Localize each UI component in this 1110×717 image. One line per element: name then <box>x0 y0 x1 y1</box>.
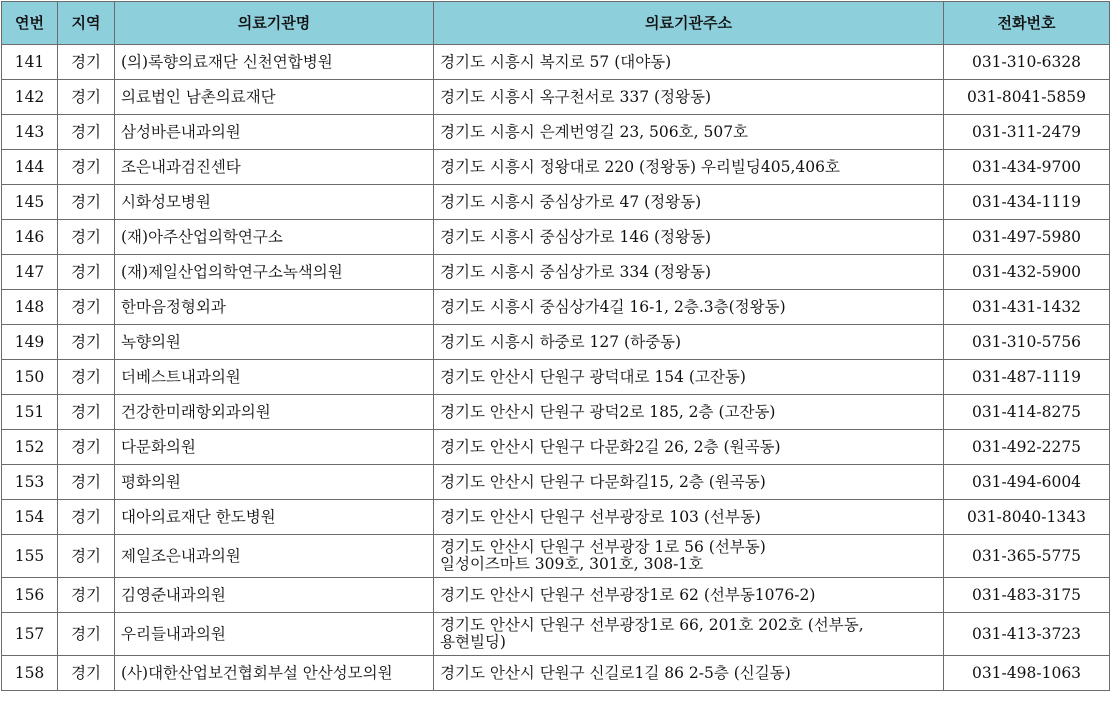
row-region: 경기 <box>58 656 115 691</box>
address-line-1: 경기도 안산시 단원구 선부광장 1로 56 (선부동) <box>440 538 766 556</box>
row-name: 시화성모병원 <box>115 185 434 220</box>
row-region: 경기 <box>58 395 115 430</box>
row-name: (의)록향의료재단 신천연합병원 <box>115 45 434 80</box>
table-row <box>2 325 1110 360</box>
row-region: 경기 <box>58 500 115 535</box>
table-row <box>2 290 1110 325</box>
row-name: (사)대한산업보건협회부설 안산성모의원 <box>115 656 434 691</box>
table-row <box>2 465 1110 500</box>
row-name: 의료법인 남촌의료재단 <box>115 80 434 115</box>
row-no: 143 <box>2 115 58 150</box>
row-no: 156 <box>2 578 58 613</box>
row-phone: 031-487-1119 <box>944 360 1110 395</box>
institution-table <box>1 1 1110 691</box>
row-phone: 031-311-2479 <box>944 115 1110 150</box>
table-row <box>2 360 1110 395</box>
row-address: 경기도 안산시 단원구 선부광장로 103 (선부동) <box>434 500 944 535</box>
row-region: 경기 <box>58 115 115 150</box>
row-phone: 031-310-6328 <box>944 45 1110 80</box>
row-name: 평화의원 <box>115 465 434 500</box>
row-address: 경기도 안산시 단원구 다문화길15, 2층 (원곡동) <box>434 465 944 500</box>
row-region: 경기 <box>58 465 115 500</box>
row-phone: 031-365-5775 <box>944 535 1110 578</box>
row-region: 경기 <box>58 255 115 290</box>
row-phone: 031-492-2275 <box>944 430 1110 465</box>
row-region: 경기 <box>58 290 115 325</box>
header-no: 연번 <box>2 2 58 45</box>
row-address: 경기도 안산시 단원구 광덕대로 154 (고잔동) <box>434 360 944 395</box>
row-name: 대아의료재단 한도병원 <box>115 500 434 535</box>
row-region: 경기 <box>58 578 115 613</box>
row-no: 154 <box>2 500 58 535</box>
header-region: 지역 <box>58 2 115 45</box>
row-name: 더베스트내과의원 <box>115 360 434 395</box>
row-name: (재)제일산업의학연구소녹색의원 <box>115 255 434 290</box>
row-region: 경기 <box>58 45 115 80</box>
row-region: 경기 <box>58 360 115 395</box>
table-row <box>2 500 1110 535</box>
row-address: 경기도 시흥시 은계번영길 23, 506호, 507호 <box>434 115 944 150</box>
row-no: 146 <box>2 220 58 255</box>
row-region: 경기 <box>58 80 115 115</box>
row-phone: 031-497-5980 <box>944 220 1110 255</box>
header-phone: 전화번호 <box>944 2 1110 45</box>
row-address: 경기도 안산시 단원구 다문화2길 26, 2층 (원곡동) <box>434 430 944 465</box>
row-phone: 031-8040-1343 <box>944 500 1110 535</box>
row-address: 경기도 안산시 단원구 신길로1길 86 2-5층 (신길동) <box>434 656 944 691</box>
row-address: 경기도 시흥시 중심상가로 334 (정왕동) <box>434 255 944 290</box>
row-region: 경기 <box>58 150 115 185</box>
row-phone: 031-434-9700 <box>944 150 1110 185</box>
address-line-2: 용현빌딩) <box>440 633 506 651</box>
row-no: 145 <box>2 185 58 220</box>
table-row <box>2 430 1110 465</box>
table-row <box>2 220 1110 255</box>
row-name: 건강한미래항외과의원 <box>115 395 434 430</box>
row-phone: 031-434-1119 <box>944 185 1110 220</box>
row-phone: 031-8041-5859 <box>944 80 1110 115</box>
row-address: 경기도 시흥시 옥구천서로 337 (정왕동) <box>434 80 944 115</box>
row-address: 경기도 시흥시 중심상가로 47 (정왕동) <box>434 185 944 220</box>
address-line-2: 일성이즈마트 309호, 301호, 308-1호 <box>440 555 704 573</box>
table-row <box>2 80 1110 115</box>
row-name: 김영준내과의원 <box>115 578 434 613</box>
row-no: 158 <box>2 656 58 691</box>
table-row <box>2 255 1110 290</box>
row-no: 155 <box>2 535 58 578</box>
table-header-row <box>2 2 1110 45</box>
row-phone: 031-494-6004 <box>944 465 1110 500</box>
row-region: 경기 <box>58 325 115 360</box>
table-row <box>2 656 1110 691</box>
row-no: 149 <box>2 325 58 360</box>
row-region: 경기 <box>58 185 115 220</box>
row-region: 경기 <box>58 430 115 465</box>
row-name: 한마음정형외과 <box>115 290 434 325</box>
row-no: 157 <box>2 613 58 656</box>
row-phone: 031-310-5756 <box>944 325 1110 360</box>
header-name: 의료기관명 <box>115 2 434 45</box>
table-row <box>2 613 1110 656</box>
row-address: 경기도 시흥시 복지로 57 (대야동) <box>434 45 944 80</box>
row-address: 경기도 안산시 단원구 광덕2로 185, 2층 (고잔동) <box>434 395 944 430</box>
table-row <box>2 45 1110 80</box>
row-address <box>434 613 944 656</box>
row-phone: 031-413-3723 <box>944 613 1110 656</box>
table-row <box>2 395 1110 430</box>
row-address <box>434 535 944 578</box>
row-name: 제일조은내과의원 <box>115 535 434 578</box>
address-line-1: 경기도 안산시 단원구 선부광장1로 66, 201호 202호 (선부동, <box>440 616 864 634</box>
row-no: 151 <box>2 395 58 430</box>
table-row <box>2 185 1110 220</box>
row-name: (재)아주산업의학연구소 <box>115 220 434 255</box>
row-region: 경기 <box>58 220 115 255</box>
row-no: 153 <box>2 465 58 500</box>
row-no: 142 <box>2 80 58 115</box>
row-phone: 031-431-1432 <box>944 290 1110 325</box>
row-address: 경기도 시흥시 중심상가로 146 (정왕동) <box>434 220 944 255</box>
row-name: 우리들내과의원 <box>115 613 434 656</box>
row-address: 경기도 시흥시 중심상가4길 16-1, 2층.3층(정왕동) <box>434 290 944 325</box>
row-address: 경기도 시흥시 정왕대로 220 (정왕동) 우리빌딩405,406호 <box>434 150 944 185</box>
header-address: 의료기관주소 <box>434 2 944 45</box>
row-name: 다문화의원 <box>115 430 434 465</box>
row-no: 147 <box>2 255 58 290</box>
table-row <box>2 578 1110 613</box>
row-no: 148 <box>2 290 58 325</box>
row-name: 조은내과검진센타 <box>115 150 434 185</box>
row-phone: 031-432-5900 <box>944 255 1110 290</box>
row-phone: 031-414-8275 <box>944 395 1110 430</box>
row-address: 경기도 안산시 단원구 선부광장1로 62 (선부동1076-2) <box>434 578 944 613</box>
row-region: 경기 <box>58 535 115 578</box>
row-phone: 031-483-3175 <box>944 578 1110 613</box>
row-name: 삼성바른내과의원 <box>115 115 434 150</box>
row-phone: 031-498-1063 <box>944 656 1110 691</box>
row-address: 경기도 시흥시 하중로 127 (하중동) <box>434 325 944 360</box>
table-row <box>2 115 1110 150</box>
row-no: 144 <box>2 150 58 185</box>
row-no: 141 <box>2 45 58 80</box>
row-region: 경기 <box>58 613 115 656</box>
table-row <box>2 535 1110 578</box>
row-name: 녹향의원 <box>115 325 434 360</box>
row-no: 150 <box>2 360 58 395</box>
row-no: 152 <box>2 430 58 465</box>
table-row <box>2 150 1110 185</box>
